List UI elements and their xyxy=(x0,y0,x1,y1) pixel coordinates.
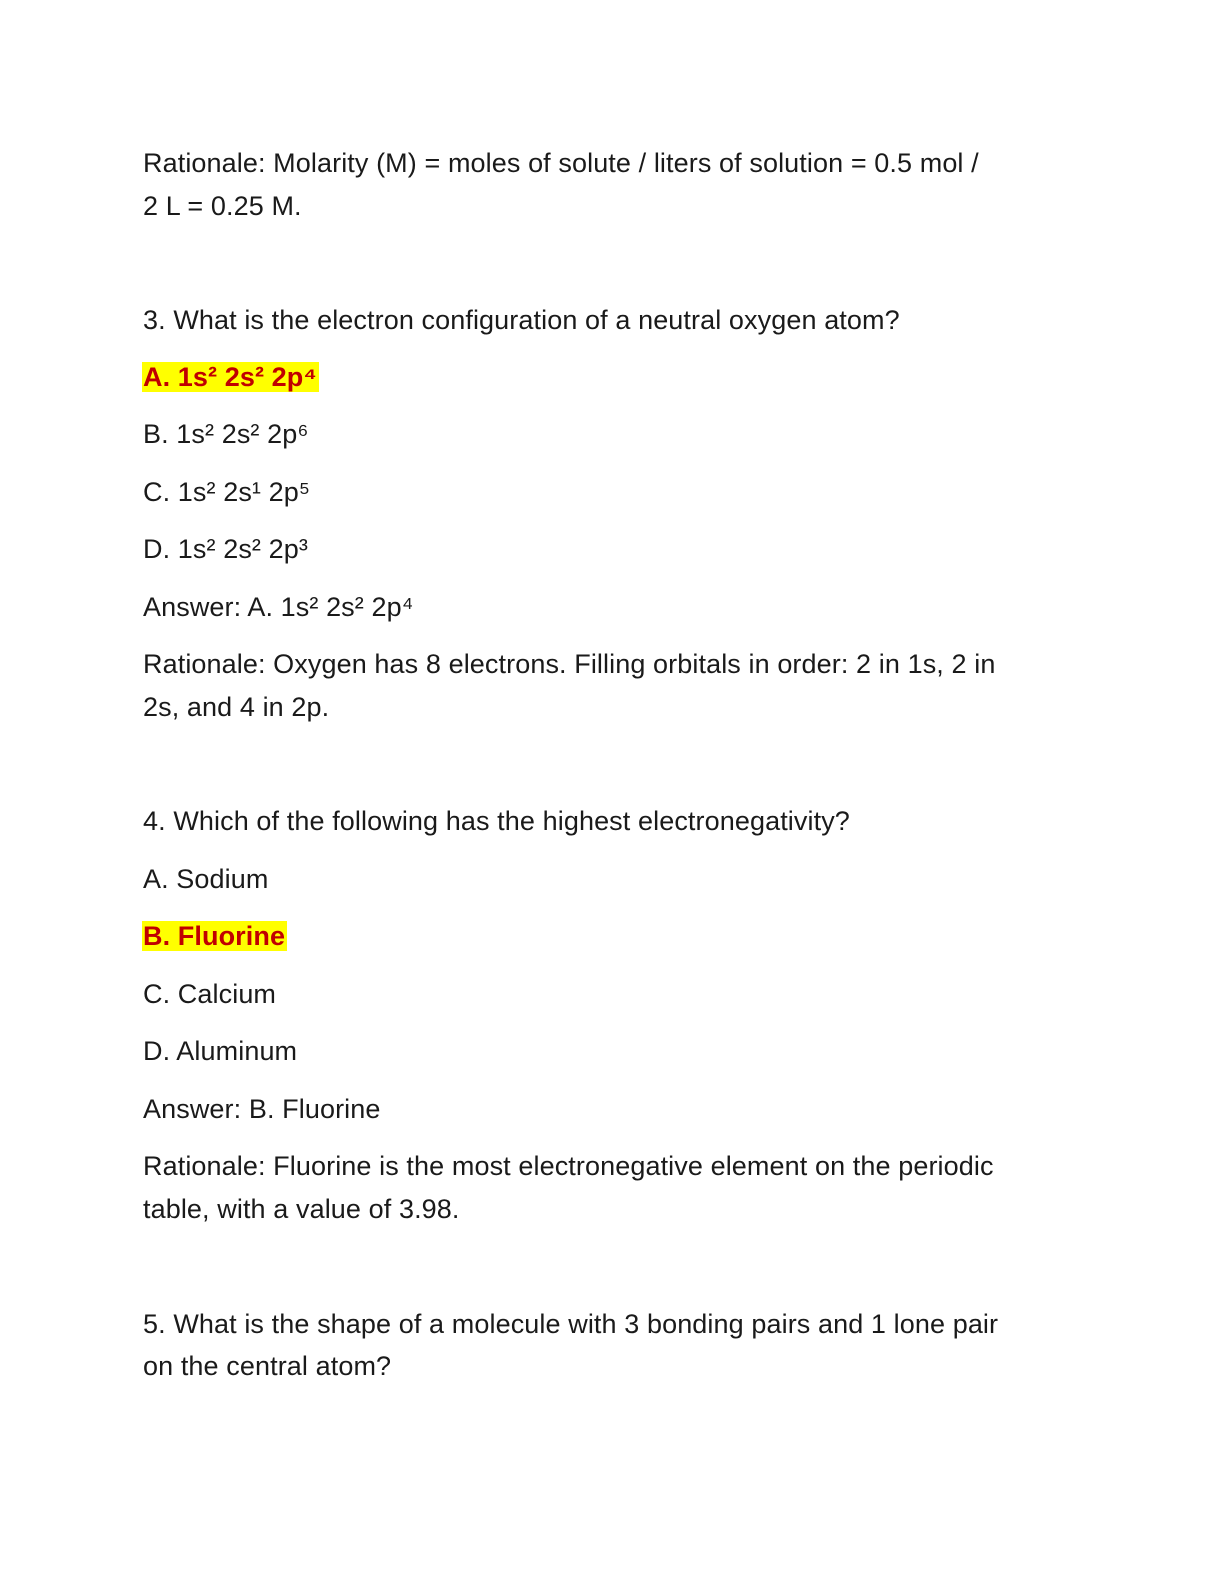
q4-question: 4. Which of the following has the highest electronegativity? xyxy=(143,806,850,836)
q4-rationale-line-1: Rationale: Fluorine is the most electronegative element on the periodic xyxy=(143,1151,994,1181)
q3-question: 3. What is the electron configuration of a neutral oxygen atom? xyxy=(143,305,900,335)
q4-correct-answer-highlight: B. Fluorine xyxy=(143,921,286,951)
q4-option-a: A. Sodium xyxy=(143,864,269,894)
q3-rationale-line-1: Rationale: Oxygen has 8 electrons. Filling orbitals in order: 2 in 1s, 2 in xyxy=(143,649,996,679)
q3-answer: Answer: A. 1s² 2s² 2p⁴ xyxy=(143,592,414,622)
q3-option-b: B. 1s² 2s² 2p⁶ xyxy=(143,419,309,449)
q3-correct-answer-highlight: A. 1s² 2s² 2p⁴ xyxy=(143,362,317,392)
q5-question-line-1: 5. What is the shape of a molecule with 3 bonding pairs and 1 lone pair xyxy=(143,1309,999,1339)
q2-rationale-line-2: 2 L = 0.25 M. xyxy=(143,191,302,221)
q3-option-d: D. 1s² 2s² 2p³ xyxy=(143,534,308,564)
q2-rationale-line-1: Rationale: Molarity (M) = moles of solute / liters of solution = 0.5 mol / xyxy=(143,148,979,178)
q3-option-a xyxy=(143,356,319,398)
q4-option-d: D. Aluminum xyxy=(143,1036,298,1066)
q4-option-c: C. Calcium xyxy=(143,979,277,1009)
q3-rationale-line-2: 2s, and 4 in 2p. xyxy=(143,692,330,722)
q4-option-b xyxy=(143,915,287,957)
q4-answer: Answer: B. Fluorine xyxy=(143,1094,381,1124)
q3-option-c: C. 1s² 2s¹ 2p⁵ xyxy=(143,477,311,507)
q5-question-line-2: on the central atom? xyxy=(143,1351,392,1381)
q4-rationale-line-2: table, with a value of 3.98. xyxy=(143,1194,460,1224)
